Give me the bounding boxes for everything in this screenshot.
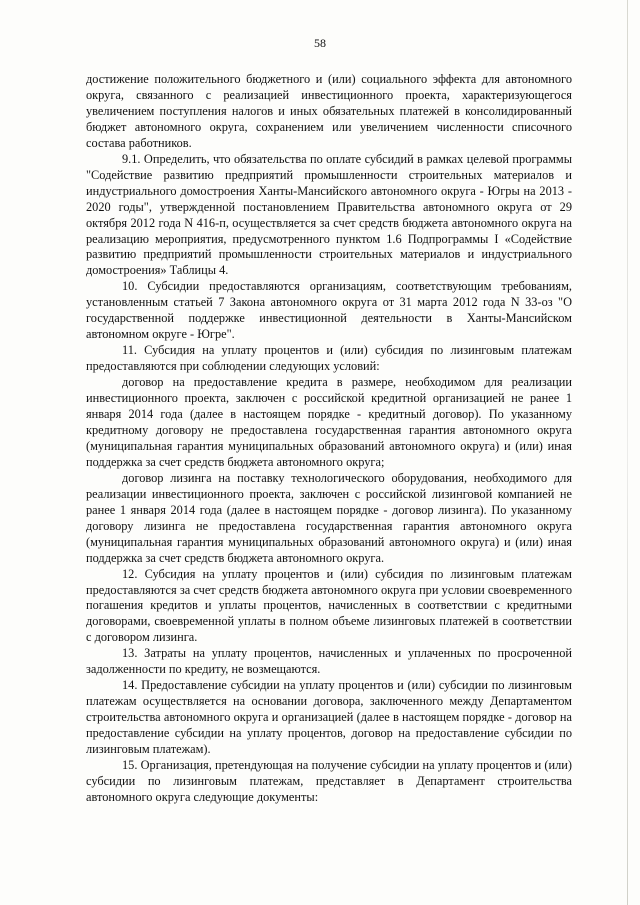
paragraph-9-1: 9.1. Определить, что обязательства по оплате субсидий в рамках целевой программы "Содействие развитию предприятий промышленности строительных материалов и индустриального домостроения Ханты-Мансийского автономного округа - Югры на 2013 - 2020 годы", утвержденной постановлением Правительства автономного округа от 29 октября 2012 года N 416-п, осуществляется за счет средств бюджета автономного округа на реализацию мероприятия, предусмотренного пунктом 1.6 Подпрограммы I «Содействие развитию предприятий промышленности строительных материалов и индустриального домостроения» Таблицы 4. bbox=[86, 151, 572, 278]
paragraph-11: 11. Субсидия на уплату процентов и (или) субсидия по лизинговым платежам предоставляются при соблюдении следующих условий: bbox=[86, 343, 572, 374]
paragraph-continuation: достижение положительного бюджетного и (или) социального эффекта для автономного округа, связанного с реализацией инвестиционного проекта, характеризующегося увеличением поступления налогов и иных обязательных платежей в консолидированный бюджет автономного округа, сохранением или увеличением численности списочного состава работников. bbox=[86, 72, 572, 150]
page-number: 58 bbox=[314, 36, 326, 50]
paragraph-15: 15. Организация, претендующая на получение субсидии на уплату процентов и (или) субсидии по лизинговым платежам, представляет в Департамент строительства автономного округа следующие документы: bbox=[86, 757, 572, 804]
paragraph-leasing-agreement: договор лизинга на поставку технологического оборудования, необходимого для реализации инвестиционного проекта, заключен с российской лизинговой компанией не ранее 1 января 2014 года (далее в настоящем порядке - договор лизинга). По указанному договору лизинга не предоставлена государственная гарантия автономного округа (муниципальная гарантия муниципальных образований автономного округа) и (или) иная поддержка за счет средств бюджета автономного округа. bbox=[86, 470, 572, 565]
paragraph-14: 14. Предоставление субсидии на уплату процентов и (или) субсидии по лизинговым платежам осуществляется на основании договора, заключенного между Департаментом строительства автономного округа и организацией (далее в настоящем порядке - договор на предоставление субсидии на уплату процентов, договор на предоставление субсидии по лизинговым платежам). bbox=[86, 678, 572, 757]
paragraph-10: 10. Субсидии предоставляются организациям, соответствующим требованиям, установленным статьей 7 Закона автономного округа от 31 марта 2012 года N 33-оз "О государственной поддержке инвестиционной деятельности в Ханты-Мансийском автономном округе - Югре". bbox=[86, 279, 572, 342]
paragraph-12: 12. Субсидия на уплату процентов и (или) субсидия по лизинговым платежам предоставляются за счет средств бюджета автономного округа при условии своевременного погашения кредитов и уплаты процентов, начисленных в соответствии с кредитными договорами, своевременной уплаты в полном объеме лизинговых платежей в соответствии с договором лизинга. bbox=[86, 566, 572, 645]
document-body bbox=[86, 72, 572, 806]
paragraph-13: 13. Затраты на уплату процентов, начисленных и уплаченных по просроченной задолженности по кредиту, не возмещаются. bbox=[86, 646, 572, 677]
paragraph-credit-agreement: договор на предоставление кредита в размере, необходимом для реализации инвестиционного проекта, заключен с российской кредитной организацией не ранее 1 января 2014 года (далее в настоящем порядке - кредитный договор). По указанному кредитному договору не предоставлена государственная гарантия автономного округа (муниципальная гарантия муниципальных образований автономного округа) и (или) иная поддержка за счет средств бюджета автономного округа; bbox=[86, 375, 572, 469]
scan-edge bbox=[627, 0, 628, 905]
